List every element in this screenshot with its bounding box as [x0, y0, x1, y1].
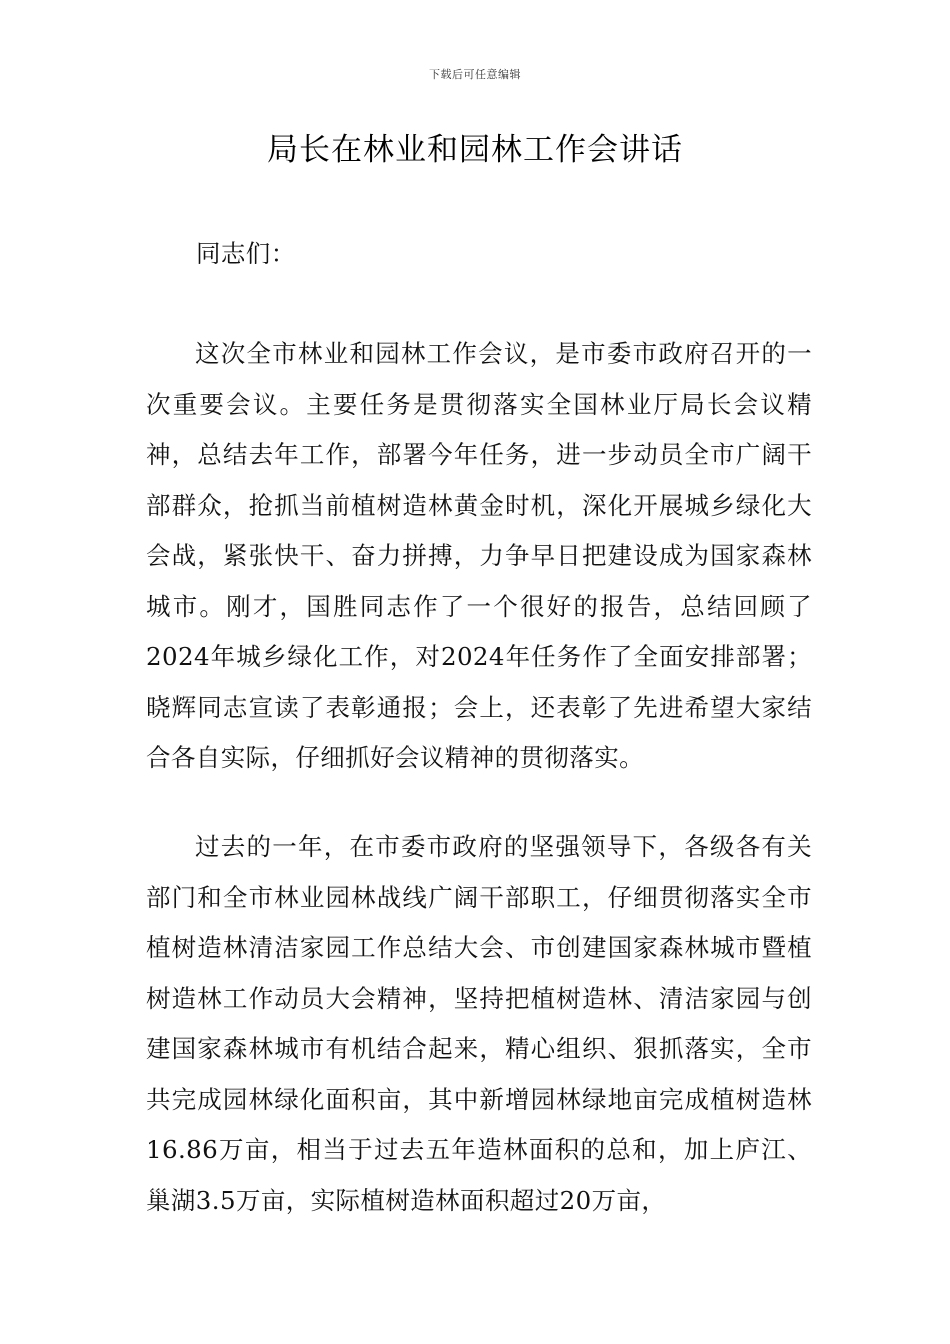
paragraph-2: 过去的一年，在市委市政府的坚强领导下，各级各有关部门和全市林业园林战线广阔干部职工，仔细贯彻落实全市植树造林清洁家园工作总结大会、市创建国家森林城市暨植树造林工作动员大会精神，坚持把植树造林、清洁家园与创建国家森林城市有机结合起来，精心组织、狠抓落实，全市共完成园林绿化面积亩，其中新增园林绿地亩完成植树造林16.86万亩，相当于过去五年造林面积的总和，加上庐江、巢湖3.5万亩，实际植树造林面积超过20万亩， [146, 832, 812, 1215]
header-note: 下载后可任意编辑 [429, 68, 521, 81]
paragraph-1: 这次全市林业和园林工作会议，是市委市政府召开的一次重要会议。主要任务是贯彻落实全国林业厅局长会议精神，总结去年工作，部署今年任务，进一步动员全市广阔干部群众，抢抓当前植树造林黄金时机，深化开展城乡绿化大会战，紧张快干、奋力拼搏，力争早日把建设成为国家森林城市。刚才，国胜同志作了一个很好的报告，总结回顾了2024年城乡绿化工作，对2024年任务作了全面安排部署；晓辉同志宣读了表彰通报；会上，还表彰了先进希望大家结合各自实际，仔细抓好会议精神的贯彻落实。 [146, 339, 812, 772]
greeting: 同志们： [196, 239, 296, 268]
document-title: 局长在林业和园林工作会讲话 [267, 132, 683, 168]
